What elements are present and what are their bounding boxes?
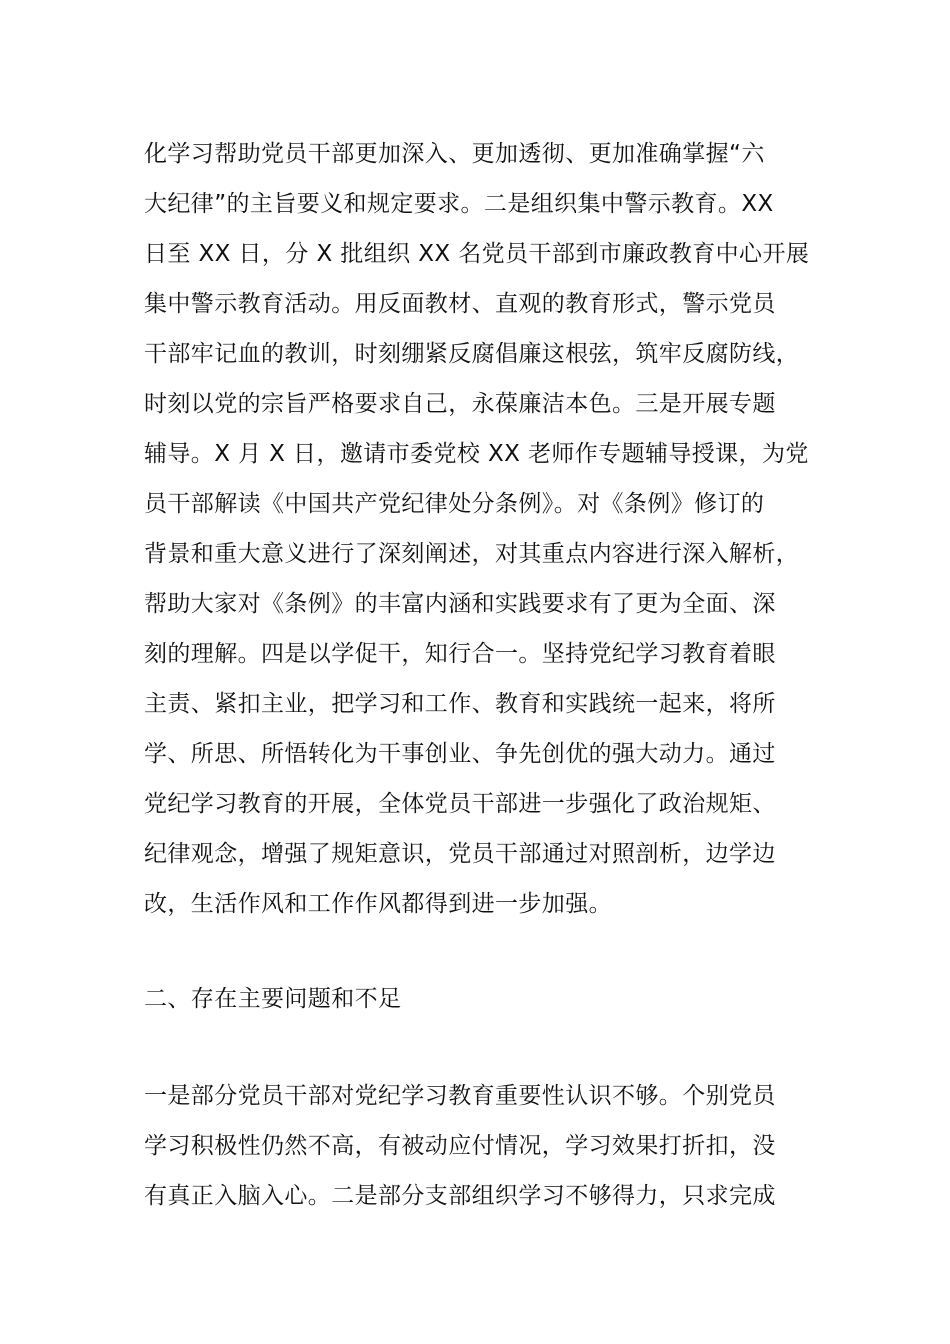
paragraph-line: 辅导。X 月 X 日，邀请市委党校 XX 老师作专题辅导授课，为党 <box>144 441 809 467</box>
paragraph-line: 大纪律”的主旨要义和规定要求。二是组织集中警示教育。XX <box>144 191 774 217</box>
paragraph-line: 有真正入脑入心。二是部分支部组织学习不够得力，只求完成 <box>144 1183 776 1209</box>
paragraph-line: 背景和重大意义进行了深刻阐述，对其重点内容进行深入解析， <box>144 541 800 567</box>
paragraph-line: 化学习帮助党员干部更加深入、更加透彻、更加准确掌握“六 <box>144 141 765 167</box>
paragraph-line: 改，生活作风和工作作风都得到进一步加强。 <box>144 891 612 917</box>
paragraph-line: 干部牢记血的教训，时刻绷紧反腐倡廉这根弦，筑牢反腐防线， <box>144 341 800 367</box>
section-heading-text: 二、存在主要问题和不足 <box>144 986 402 1012</box>
paragraph-line: 帮助大家对《条例》的丰富内涵和实践要求有了更为全面、深 <box>144 591 776 617</box>
paragraph-line: 时刻以党的宗旨严格要求自己，永葆廉洁本色。三是开展专题 <box>144 391 776 417</box>
paragraph-line: 主责、紧扣主业，把学习和工作、教育和实践统一起来，将所 <box>144 691 776 717</box>
paragraph-line: 一是部分党员干部对党纪学习教育重要性认识不够。个别党员 <box>144 1083 776 1109</box>
section-heading <box>144 974 814 1024</box>
paragraph-line: 刻的理解。四是以学促干，知行合一。坚持党纪学习教育着眼 <box>144 641 776 667</box>
paragraph-line: 纪律观念，增强了规矩意识，党员干部通过对照剖析，边学边 <box>144 841 776 867</box>
paragraph-line: 员干部解读《中国共产党纪律处分条例》。对《条例》修订的 <box>144 491 765 517</box>
paragraph-line: 学、所思、所悟转化为干事创业、争先创优的强大动力。通过 <box>144 741 776 767</box>
paragraph-study-education <box>144 129 814 929</box>
paragraph-problems <box>144 1071 814 1221</box>
paragraph-line: 党纪学习教育的开展，全体党员干部进一步强化了政治规矩、 <box>144 791 776 817</box>
paragraph-line: 集中警示教育活动。用反面教材、直观的教育形式，警示党员 <box>144 291 776 317</box>
paragraph-line: 日至 XX 日，分 X 批组织 XX 名党员干部到市廉政教育中心开展 <box>144 241 810 267</box>
paragraph-line: 学习积极性仍然不高，有被动应付情况，学习效果打折扣，没 <box>144 1133 776 1159</box>
